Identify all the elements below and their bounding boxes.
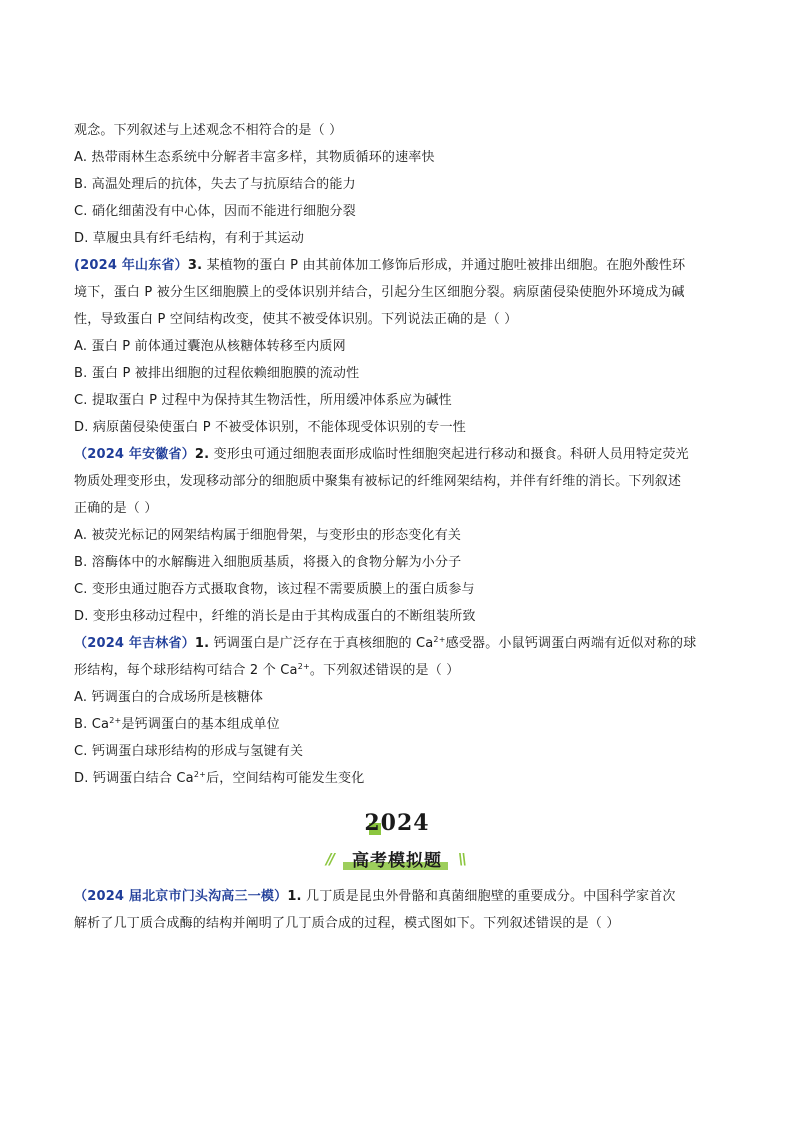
question-stem-line: 性，导致蛋白 P 空间结构改变，使其不被受体识别。下列说法正确的是（ ） bbox=[74, 312, 518, 327]
option-a: A. 钙调蛋白的合成场所是核糖体 bbox=[74, 690, 264, 705]
question-stem-line bbox=[74, 446, 689, 464]
question-stem-line: 物质处理变形虫，发现移动部分的细胞质中聚集有被标记的纤维网架结构，并伴有纤维的消长。下列叙述 bbox=[74, 474, 682, 489]
option-c: C. 提取蛋白 P 过程中为保持其生物活性，所用缓冲体系应为碱性 bbox=[74, 393, 452, 408]
question-stem-line: 观念。下列叙述与上述观念不相符合的是（ ） bbox=[74, 123, 343, 138]
option-b: B. 高温处理后的抗体，失去了与抗原结合的能力 bbox=[74, 177, 356, 192]
source-tag: （2024 年吉林省） bbox=[74, 636, 195, 651]
option-a: A. 被荧光标记的网架结构属于细胞骨架，与变形虫的形态变化有关 bbox=[74, 528, 462, 543]
source-tag: （2024 届北京市门头沟高三一模） bbox=[74, 889, 288, 904]
question-stem-line bbox=[74, 662, 459, 680]
source-tag: (2024 年山东省） bbox=[74, 258, 188, 273]
question-stem-line: 境下，蛋白 P 被分生区细胞膜上的受体识别并结合，引起分生区细胞分裂。病原菌侵染使胞外环境成为碱 bbox=[74, 285, 685, 300]
option-b: B. 蛋白 P 被排出细胞的过程依赖细胞膜的流动性 bbox=[74, 366, 360, 381]
banner-year: 2024 bbox=[364, 810, 430, 836]
question-stem-text: 几丁质是昆虫外骨骼和真菌细胞壁的重要成分。中国科学家首次 bbox=[301, 889, 676, 904]
question-stem-line bbox=[74, 635, 696, 653]
option-c: C. 变形虫通过胞吞方式摄取食物，该过程不需要质膜上的蛋白质参与 bbox=[74, 582, 475, 597]
question-stem-text: 。下列叙述错误的是（ ） bbox=[309, 663, 460, 678]
source-tag: （2024 年安徽省） bbox=[74, 447, 195, 462]
banner-right-decoration: \\ bbox=[458, 850, 465, 868]
question-stem-text: 钙调蛋白是广泛存在于真核细胞的 Ca bbox=[209, 636, 434, 651]
option-b bbox=[74, 716, 280, 734]
option-text: 是钙调蛋白的基本组成单位 bbox=[121, 717, 280, 732]
question-stem-text: 变形虫可通过细胞表面形成临时性细胞突起进行移动和摄食。科研人员用特定荧光 bbox=[209, 447, 689, 462]
option-d: D. 变形虫移动过程中，纤维的消长是由于其构成蛋白的不断组装所致 bbox=[74, 609, 476, 624]
question-stem-line bbox=[74, 888, 676, 906]
question-stem-text: 某植物的蛋白 P 由其前体加工修饰后形成，并通过胞吐被排出细胞。在胞外酸性环 bbox=[202, 258, 686, 273]
question-number: 3. bbox=[187, 258, 203, 273]
question-stem-text: 形结构，每个球形结构可结合 2 个 Ca bbox=[74, 663, 298, 678]
option-d bbox=[74, 770, 364, 788]
option-text: D. 钙调蛋白结合 Ca bbox=[74, 771, 194, 786]
superscript: 2+ bbox=[109, 716, 122, 725]
banner-left-decoration: // bbox=[326, 850, 333, 868]
banner-title: 高考模拟题 bbox=[352, 851, 442, 871]
superscript: 2+ bbox=[193, 770, 207, 779]
superscript: 2+ bbox=[433, 635, 446, 644]
option-d: D. 病原菌侵染使蛋白 P 不被受体识别，不能体现受体识别的专一性 bbox=[74, 420, 466, 435]
question-number: 1. bbox=[287, 889, 302, 904]
question-number: 1. bbox=[194, 636, 210, 651]
question-stem-line: 正确的是（ ） bbox=[74, 501, 158, 516]
question-stem-line: 解析了几丁质合成酶的结构并阐明了几丁质合成的过程，模式图如下。下列叙述错误的是（ ） bbox=[74, 916, 620, 931]
option-a: A. 热带雨林生态系统中分解者丰富多样，其物质循环的速率快 bbox=[74, 150, 435, 165]
option-text: 后，空间结构可能发生变化 bbox=[206, 771, 365, 786]
option-d: D. 草履虫具有纤毛结构，有利于其运动 bbox=[74, 231, 305, 246]
option-c: C. 钙调蛋白球形结构的形成与氢键有关 bbox=[74, 744, 304, 759]
banner-title-wrap bbox=[0, 846, 794, 870]
option-a: A. 蛋白 P 前体通过囊泡从核糖体转移至内质网 bbox=[74, 339, 346, 354]
question-stem-line bbox=[74, 257, 685, 275]
superscript: 2+ bbox=[297, 662, 310, 671]
question-number: 2. bbox=[194, 447, 210, 462]
option-b: B. 溶酶体中的水解酶进入细胞质基质，将摄入的食物分解为小分子 bbox=[74, 555, 462, 570]
question-stem-text: 感受器。小鼠钙调蛋白两端有近似对称的球 bbox=[445, 636, 697, 651]
option-text: B. Ca bbox=[74, 717, 110, 732]
option-c: C. 硝化细菌没有中心体，因而不能进行细胞分裂 bbox=[74, 204, 356, 219]
